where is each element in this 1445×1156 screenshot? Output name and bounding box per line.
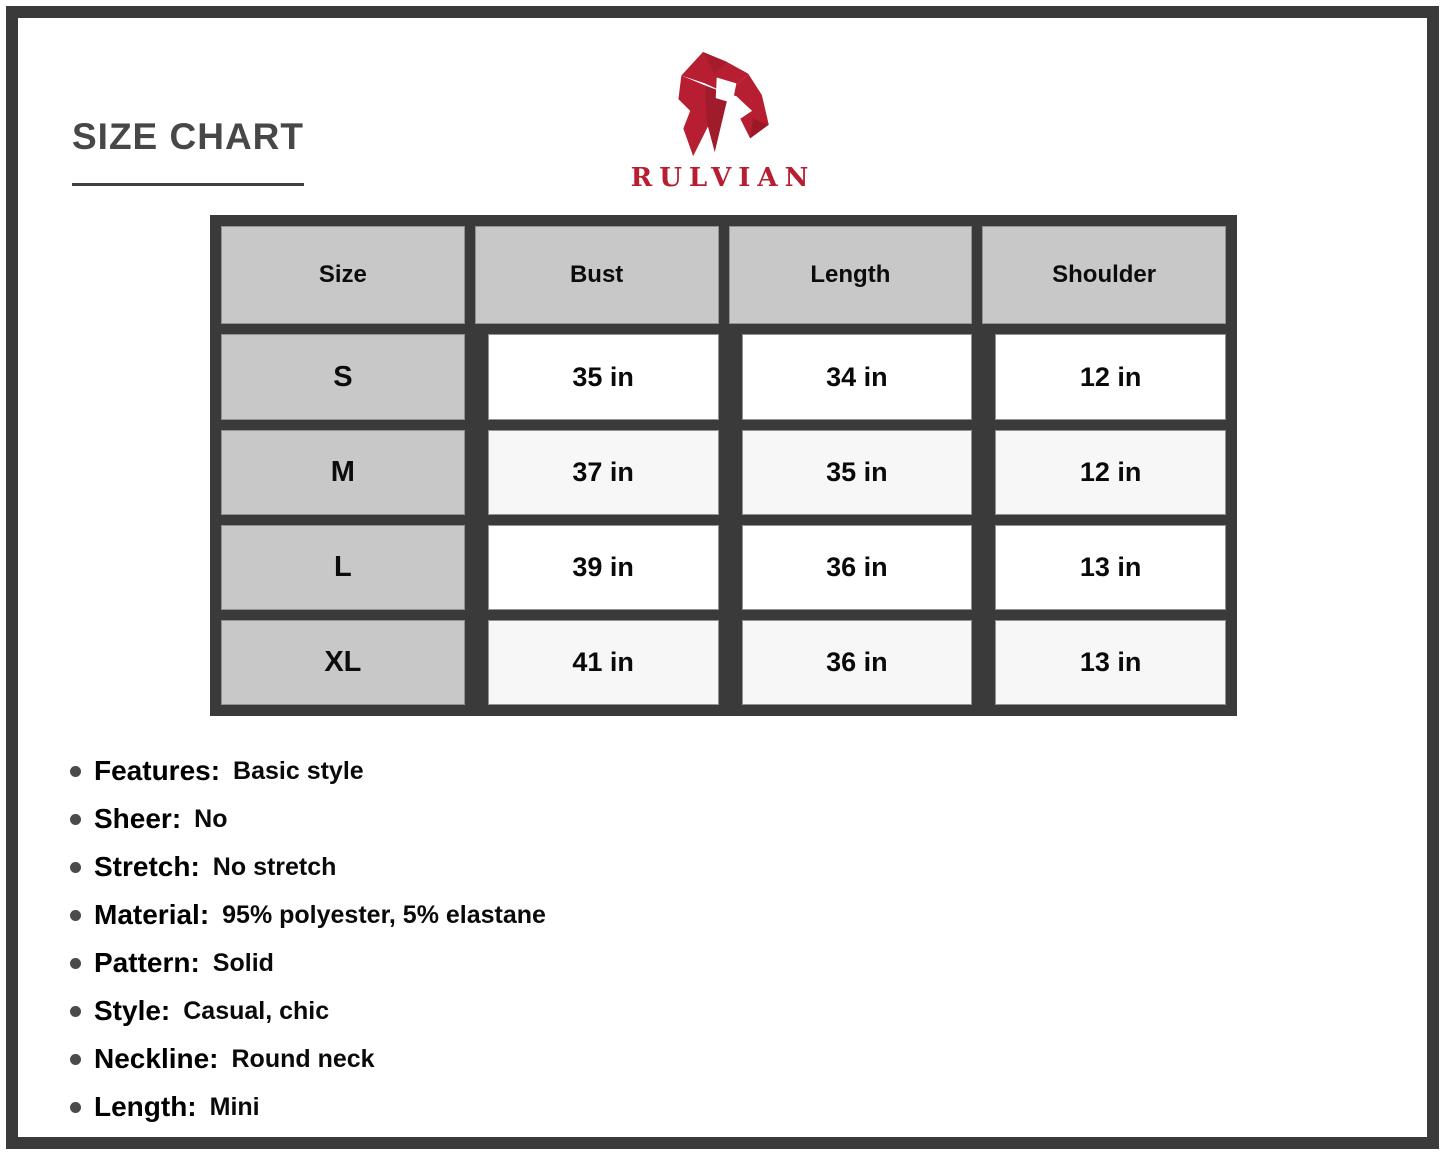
value-cell: 34 in	[743, 335, 972, 418]
page-title: SIZE CHART	[72, 116, 304, 157]
spec-item-length	[70, 1083, 1170, 1131]
spec-label: Pattern:	[94, 947, 200, 978]
spec-label: Sheer:	[94, 803, 182, 834]
value-cell: 13 in	[996, 526, 1225, 609]
spec-value: Solid	[212, 948, 274, 977]
bullet-icon	[70, 1006, 81, 1017]
brand-wordmark: RULVIAN	[630, 163, 816, 193]
value-cell: 12 in	[996, 431, 1225, 514]
brand-logo	[631, 50, 816, 193]
spec-label: Length:	[94, 1091, 197, 1122]
rulvian-r-mark-icon	[675, 50, 771, 160]
spec-item-style	[70, 987, 1170, 1035]
spec-value: No	[194, 804, 228, 833]
value-cell: 41 in	[489, 621, 718, 704]
value-cell: 35 in	[489, 335, 718, 418]
spec-value: Basic style	[233, 756, 364, 785]
spec-value: Round neck	[231, 1044, 375, 1073]
value-cell: 36 in	[743, 621, 972, 704]
bullet-icon	[70, 1102, 81, 1113]
spec-value: Casual, chic	[183, 996, 330, 1025]
header-cell-size: Size	[222, 227, 464, 323]
spec-item-neckline	[70, 1035, 1170, 1083]
spec-value: Mini	[209, 1092, 260, 1121]
size-cell-l: L	[222, 526, 464, 609]
header-cell-length: Length	[730, 227, 972, 323]
title-underline	[72, 183, 304, 186]
bullet-icon	[70, 958, 81, 969]
spec-value: No stretch	[212, 852, 337, 881]
spec-label: Neckline:	[94, 1043, 219, 1074]
spec-label: Style:	[94, 995, 171, 1026]
header-cell-bust: Bust	[476, 227, 718, 323]
spec-item-sheer	[70, 795, 1170, 843]
value-cell: 39 in	[489, 526, 718, 609]
title-block	[72, 116, 304, 186]
bullet-icon	[70, 1054, 81, 1065]
size-cell-m: M	[222, 431, 464, 514]
size-chart-table	[210, 215, 1237, 716]
bullet-icon	[70, 766, 81, 777]
value-cell: 36 in	[743, 526, 972, 609]
value-cell: 13 in	[996, 621, 1225, 704]
spec-value: 95% polyester, 5% elastane	[222, 900, 546, 929]
header-cell-shoulder: Shoulder	[983, 227, 1225, 323]
spec-label: Material:	[94, 899, 210, 930]
bullet-icon	[70, 814, 81, 825]
value-cell: 12 in	[996, 335, 1225, 418]
value-cell: 35 in	[743, 431, 972, 514]
spec-label: Stretch:	[94, 851, 200, 882]
size-cell-s: S	[222, 335, 464, 418]
bullet-icon	[70, 910, 81, 921]
spec-item-features	[70, 747, 1170, 795]
spec-label: Features:	[94, 755, 221, 786]
spec-list	[70, 747, 1170, 1131]
size-cell-xl: XL	[222, 621, 464, 704]
spec-item-material	[70, 891, 1170, 939]
value-cell: 37 in	[489, 431, 718, 514]
spec-item-stretch	[70, 843, 1170, 891]
bullet-icon	[70, 862, 81, 873]
spec-item-pattern	[70, 939, 1170, 987]
